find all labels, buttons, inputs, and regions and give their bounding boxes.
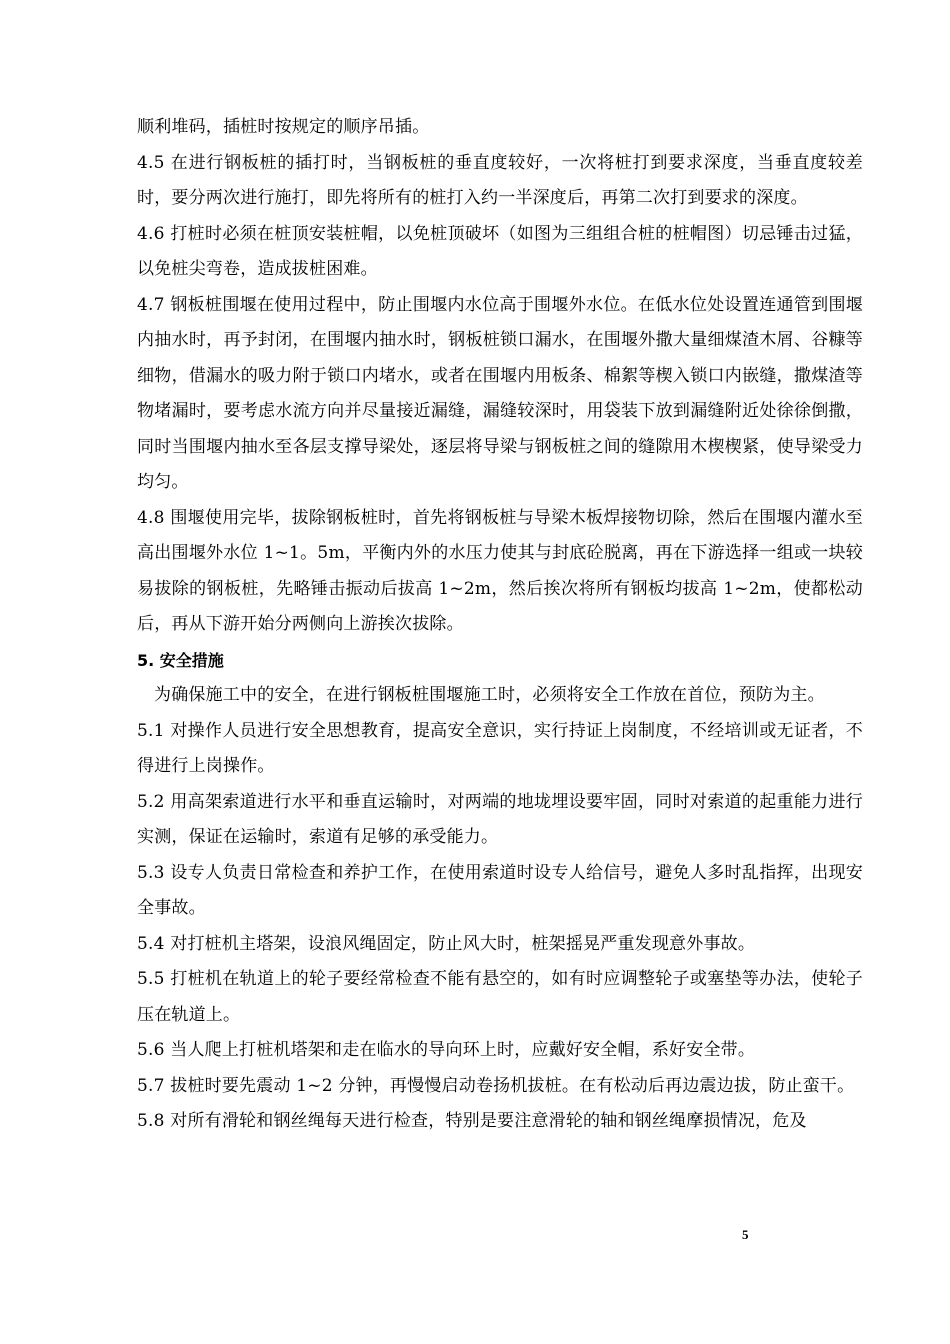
paragraph-4-7: 4.7 钢板桩围堰在使用过程中，防止围堰内水位高于围堰外水位。在低水位处设置连通管到围堰内抽水时，再予封闭，在围堰内抽水时，钢板桩锁口漏水，在围堰外撒大量细煤渣木屑、谷糠等细物，借漏水的吸力附于锁口内堵水，或者在围堰内用板条、棉絮等楔入锁口内嵌缝，撒煤渣等物堵漏时，要考虑水流方向并尽量接近漏缝，漏缝较深时，用袋装下放到漏缝附近处徐徐倒撒，同时当围堰内抽水至各层支撑导梁处，逐层将导梁与钢板桩之间的缝隙用木楔楔紧，使导梁受力均匀。 — [137, 294, 863, 492]
paragraph-5-1: 5.1 对操作人员进行安全思想教育，提高安全意识，实行持证上岗制度，不经培训或无证者，不得进行上岗操作。 — [137, 720, 863, 776]
paragraph-5-6: 5.6 当人爬上打桩机塔架和走在临水的导向环上时，应戴好安全帽，系好安全带。 — [137, 1040, 756, 1060]
section-intro: 为确保施工中的安全，在进行钢板桩围堰施工时，必须将安全工作放在首位，预防为主。 — [154, 685, 825, 705]
paragraph-4-6: 4.6 打桩时必须在桩顶安装桩帽，以免桩顶破坏（如图为三组组合桩的桩帽图）切忌锤击过猛，以免桩尖弯卷，造成拔桩困难。 — [137, 223, 863, 279]
paragraph-4-8: 4.8 围堰使用完毕，拔除钢板桩时，首先将钢板桩与导梁木板焊接物切除，然后在围堰内灌水至高出围堰外水位 1~1。5m，平衡内外的水压力使其与封底砼脱离，再在下游选择一组或一块较易拔除的钢板桩，先略锤击振动后拔高 1~2m，然后挨次将所有钢板均拔高 1~2m，使都松动后，再从下游开始分两侧向上游挨次拔除。 — [137, 507, 863, 634]
paragraph-5-3: 5.3 设专人负责日常检查和养护工作，在使用索道时设专人给信号，避免人多时乱指挥，出现安全事故。 — [137, 862, 863, 918]
paragraph-4-5: 4.5 在进行钢板桩的插打时，当钢板桩的垂直度较好，一次将桩打到要求深度，当垂直度较差时，要分两次进行施打，即先将所有的桩打入约一半深度后，再第二次打到要求的深度。 — [137, 152, 863, 208]
paragraph-5-7: 5.7 拔桩时要先震动 1~2 分钟，再慢慢启动卷扬机拔桩。在有松动后再边震边拔，防止蛮干。 — [137, 1075, 855, 1096]
document-page — [137, 110, 863, 1140]
paragraph-5-8: 5.8 对所有滑轮和钢丝绳每天进行检查，特别是要注意滑轮的轴和钢丝绳摩损情况，危及 — [137, 1111, 807, 1131]
paragraph-5-2: 5.2 用高架索道进行水平和垂直运输时，对两端的地垅埋设要牢固，同时对索道的起重能力进行实测，保证在运输时，索道有足够的承受能力。 — [137, 791, 863, 847]
paragraph-5-5: 5.5 打桩机在轨道上的轮子要经常检查不能有悬空的，如有时应调整轮子或塞垫等办法，使轮子压在轨道上。 — [137, 969, 863, 1025]
section-heading-safety: 5. 安全措施 — [137, 650, 224, 670]
paragraph-continuation: 顺利堆码，插桩时按规定的顺序吊插。 — [137, 117, 430, 137]
paragraph-5-4: 5.4 对打桩机主塔架，设浪风绳固定，防止风大时，桩架摇晃严重发现意外事故。 — [137, 933, 756, 954]
page-number: 5 — [742, 1227, 749, 1242]
